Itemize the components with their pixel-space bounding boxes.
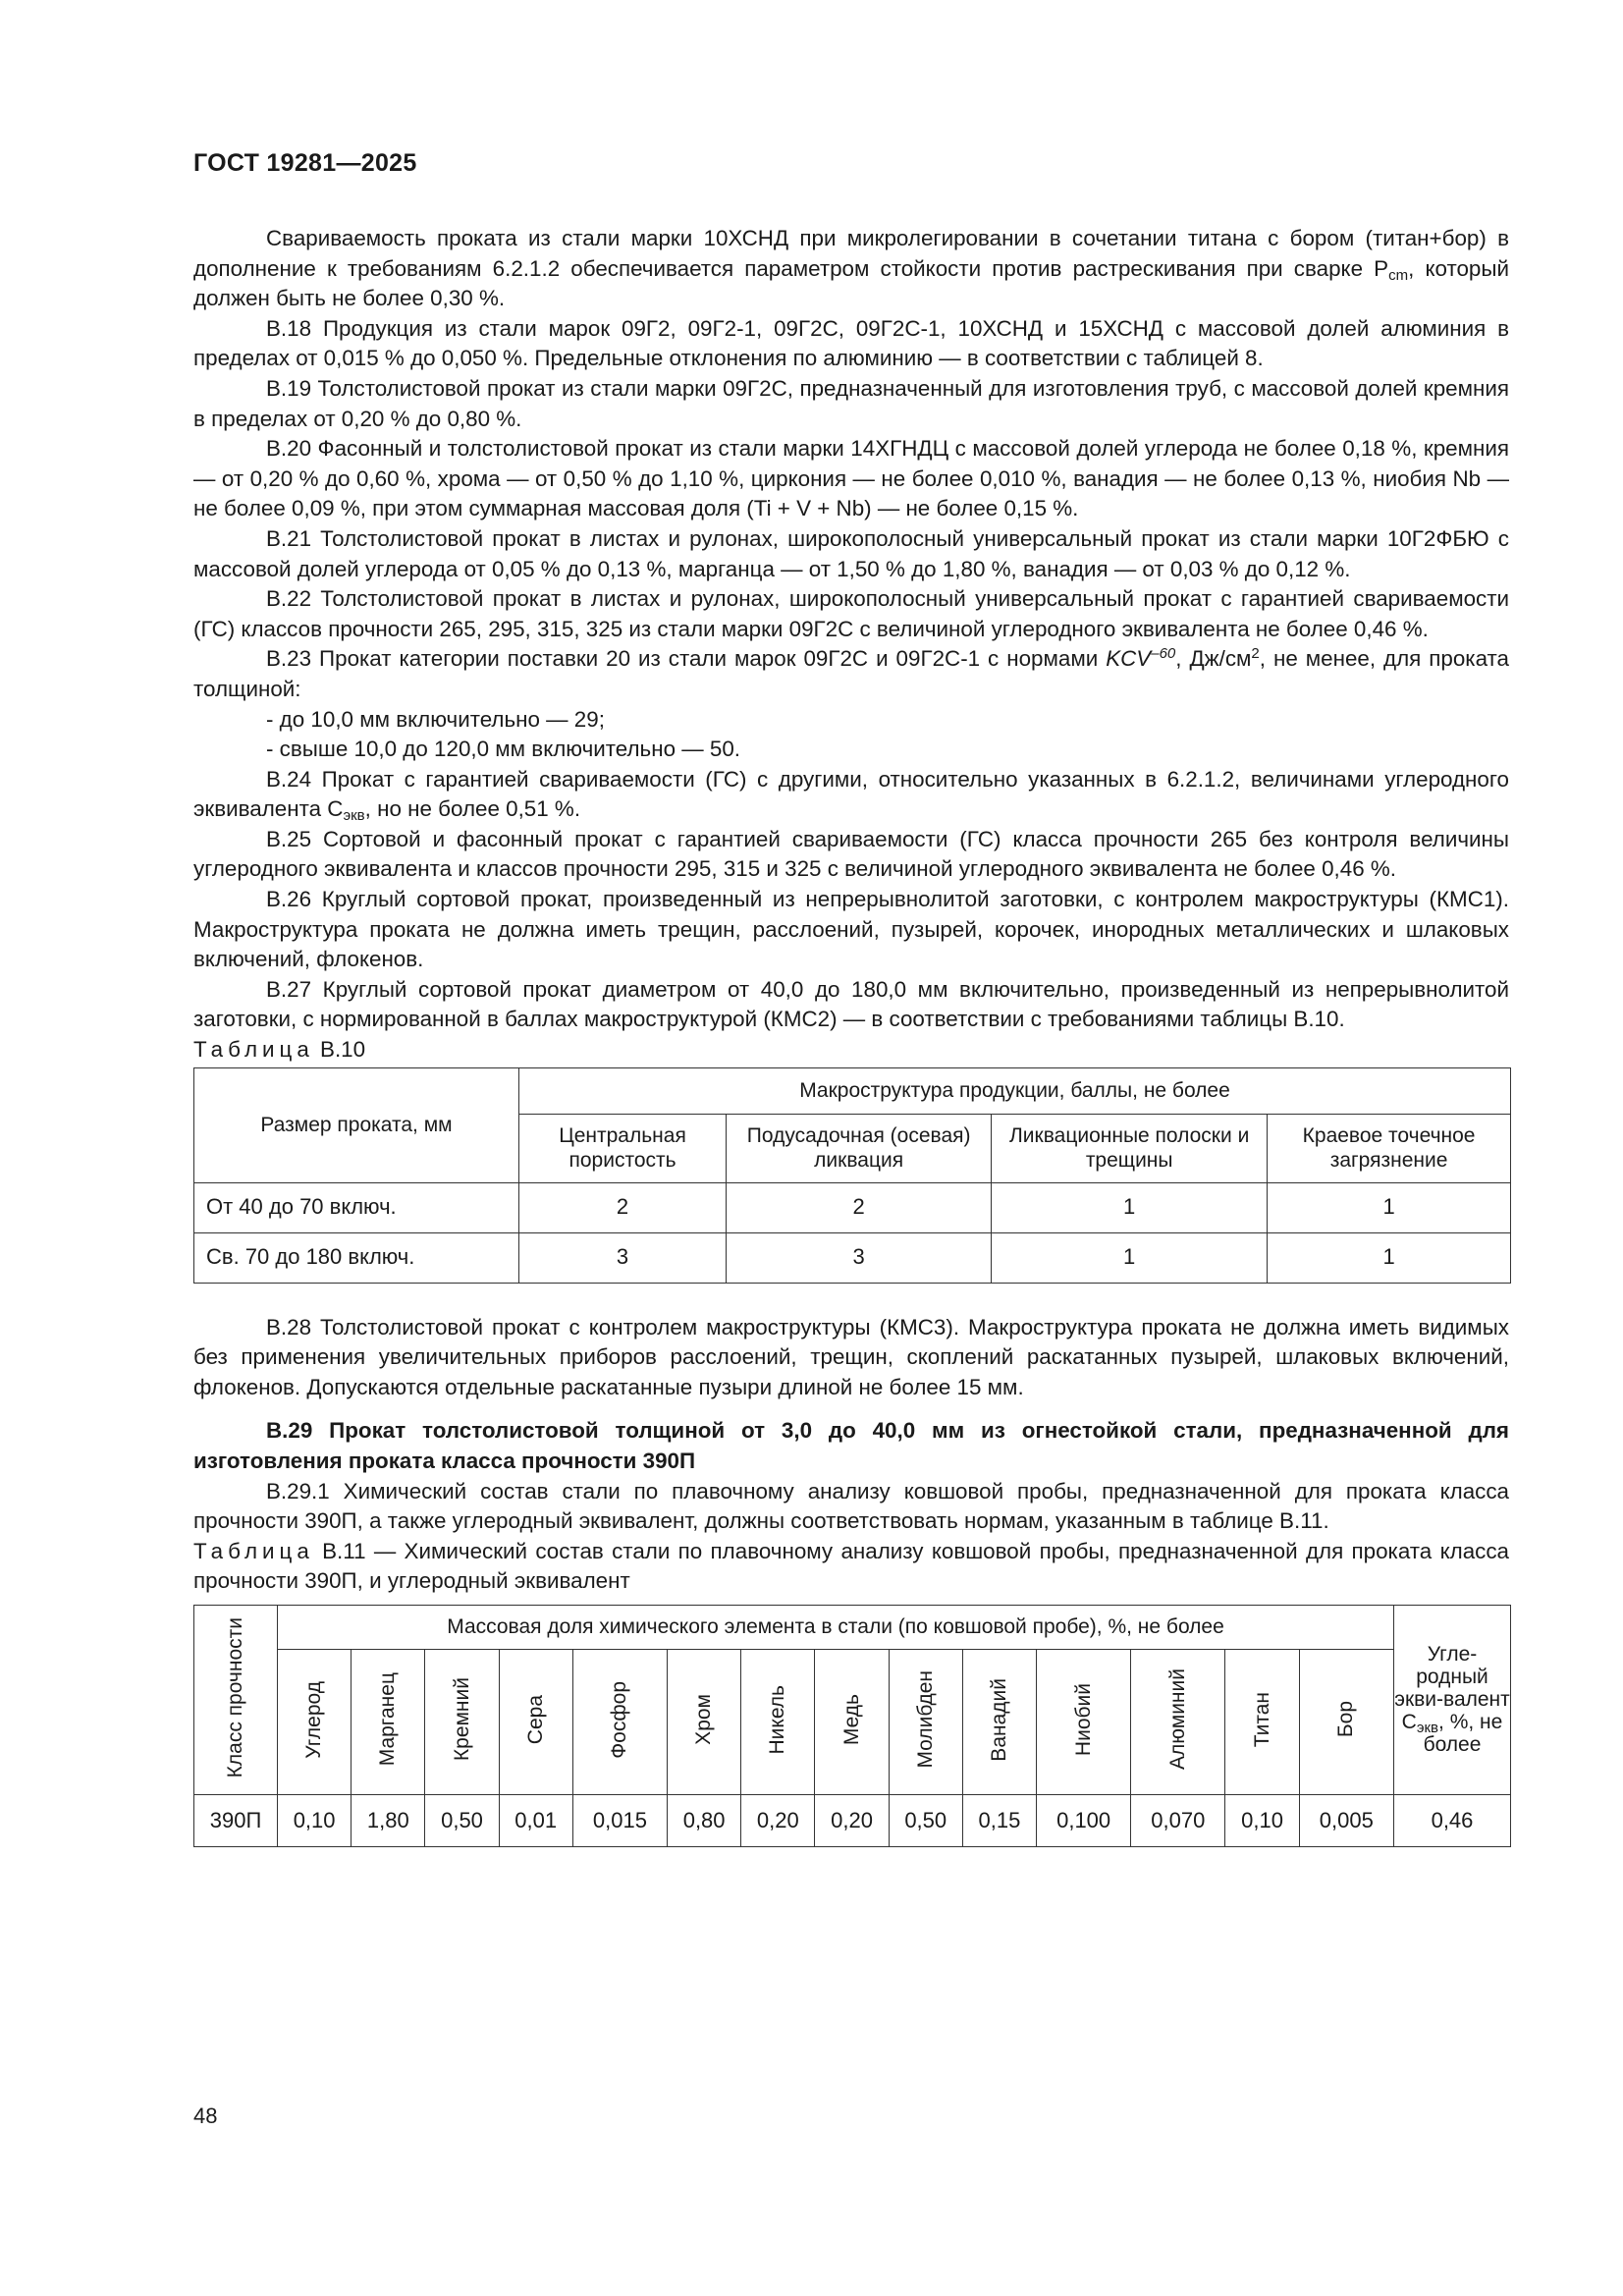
table-header-element: Ванадий xyxy=(962,1649,1036,1794)
paragraph-b20: В.20 Фасонный и толстолистовой прокат из стали марки 14ХГНДЦ с массовой долей углерода не более 0,18 %, кремния — от 0,20 % до 0,60 %, хрома — от 0,50 % до 1,10 %, циркония — не более 0,010 %, ванадия — не более 0,13 %, ниобия Nb — не более 0,09 %, при этом суммарная массовая доля (Ti + V + Nb) — не более 0,15 %. xyxy=(193,436,1509,521)
paragraph-weldability: Свариваемость проката из стали марки 10ХСНД при микролегировании в сочетании титана с бором (титан+бор) в дополнение к требованиям 6.2.1.2 обеспечивается параметром стойкости против растрескивания при сварке $P_{cm}$, который должен быть не более 0,30 %. xyxy=(193,226,1509,311)
paragraph-b26: В.26 Круглый сортовой прокат, произведенный из непрерывнолитой заготовки, с контролем макроструктуры (КМС1). Макроструктура проката не должна иметь трещин, расслоений, пузырей, корочек, инородных металлических и шлаковых включений, флокенов. xyxy=(193,887,1509,972)
table-cell: 0,20 xyxy=(815,1794,889,1846)
table-cell: 0,46 xyxy=(1394,1794,1511,1846)
table-header: Подусадочная (осевая) ликвация xyxy=(727,1114,992,1182)
table-row xyxy=(194,1182,1511,1232)
table-cell: 0,50 xyxy=(889,1794,962,1846)
table-cell: 0,50 xyxy=(425,1794,499,1846)
table-cell: 0,100 xyxy=(1037,1794,1131,1846)
table-cell: 0,80 xyxy=(668,1794,741,1846)
table-header-group: Массовая доля химического элемента в стали (по ковшовой пробе), %, не более xyxy=(278,1605,1394,1649)
table-cell: 0,10 xyxy=(1225,1794,1299,1846)
table-header-element: Медь xyxy=(815,1649,889,1794)
table-cell: 3 xyxy=(727,1232,992,1283)
table-header-element: Молибден xyxy=(889,1649,962,1794)
paragraph-b29-1: В.29.1 Химический состав стали по плавочному анализу ковшовой пробы, предназначенной для проката класса прочности 390П, а также углеродный эквивалент, должны соответствовать нормам, указанным в таблице В.11. xyxy=(193,1478,1509,1534)
table-header-class: Класс прочности xyxy=(194,1605,278,1794)
table-row xyxy=(194,1232,1511,1283)
table-header-element: Алюминий xyxy=(1131,1649,1225,1794)
table-cell: 0,070 xyxy=(1131,1794,1225,1846)
table-header-element: Ниобий xyxy=(1037,1649,1131,1794)
table-cell: Св. 70 до 180 включ. xyxy=(194,1232,519,1283)
paragraph-b19: В.19 Толстолистовой прокат из стали марки 09Г2С, предназначенный для изготовления труб, с массовой долей кремния в пределах от 0,20 % до 0,80 %. xyxy=(193,375,1509,431)
table-cell: 1 xyxy=(1268,1232,1511,1283)
paragraph-b28: В.28 Толстолистовой прокат с контролем макроструктуры (КМС3). Макроструктура проката не должна иметь видимых без применения увеличительных приборов расслоений, трещин, скоплений раскатанных пузырей, шлаковых включений, флокенов. Допускаются отдельные раскатанные пузыри длиной не более 15 мм. xyxy=(193,1314,1509,1399)
table-header-element: Фосфор xyxy=(572,1649,667,1794)
body-text xyxy=(193,224,1509,1847)
list-item: - до 10,0 мм включительно — 29; xyxy=(266,706,605,732)
paragraph-b18: В.18 Продукция из стали марок 09Г2, 09Г2-1, 09Г2С, 09Г2С-1, 10ХСНД и 15ХСНД с массовой долей алюминия в пределах от 0,015 % до 0,050 %. Предельные отклонения по алюминию — в соответствии с таблицей 8. xyxy=(193,315,1509,371)
table-header: Краевое точечное загрязнение xyxy=(1268,1114,1511,1182)
table-header-ceq: Угле-родный экви-валент $С_{экв}$, %, не более xyxy=(1394,1605,1511,1794)
paragraph-b22: В.22 Толстолистовой прокат в листах и рулонах, широкополосный универсальный прокат с гарантией свариваемости (ГС) классов прочности 265, 295, 315, 325 из стали марки 09Г2С с величиной углеродного эквивалента не более 0,46 %. xyxy=(193,586,1509,641)
table-header-element: Углерод xyxy=(278,1649,352,1794)
table-cell: 1 xyxy=(992,1232,1268,1283)
table-header-element: Титан xyxy=(1225,1649,1299,1794)
table-cell: 0,015 xyxy=(572,1794,667,1846)
document-code: ГОСТ 19281—2025 xyxy=(193,149,417,177)
table-row xyxy=(194,1794,1511,1846)
table-cell: 2 xyxy=(519,1182,727,1232)
table-header: Центральная пористость xyxy=(519,1114,727,1182)
section-heading-b29: В.29 Прокат толстолистовой толщиной от 3,0 до 40,0 мм из огнестойкой стали, предназначенной для изготовления проката класса прочности 390П xyxy=(193,1418,1509,1473)
table-header-size: Размер проката, мм xyxy=(194,1067,519,1182)
table-header-element: Бор xyxy=(1299,1649,1393,1794)
list-item: - свыше 10,0 до 120,0 мм включительно — 50. xyxy=(266,737,740,762)
table-cell: 0,15 xyxy=(962,1794,1036,1846)
table-header-element: Хром xyxy=(668,1649,741,1794)
table-cell: 3 xyxy=(519,1232,727,1283)
paragraph-b23: В.23 Прокат категории поставки 20 из стали марок 09Г2С и 09Г2С-1 с нормами $KCV^{-60}$, $Дж/см^2$, не менее, для проката толщиной: xyxy=(193,645,1509,701)
table-cell: 0,10 xyxy=(278,1794,352,1846)
table-cell: 1 xyxy=(992,1182,1268,1232)
paragraph-b25: В.25 Сортовой и фасонный прокат с гарантией свариваемости (ГС) класса прочности 265 без контроля величины углеродного эквивалента и классов прочности 295, 315 и 325 с величиной углеродного эквивалента не более 0,46 %. xyxy=(193,826,1509,882)
page-number: 48 xyxy=(193,2104,218,2128)
table-cell: 0,01 xyxy=(499,1794,572,1846)
table-cell: 0,20 xyxy=(741,1794,815,1846)
table-header-element: Сера xyxy=(499,1649,572,1794)
table-caption-b10: Таблица В.10 xyxy=(193,1037,366,1063)
table-cell: 390П xyxy=(194,1794,278,1846)
table-b10 xyxy=(193,1067,1511,1284)
table-cell: 0,005 xyxy=(1299,1794,1393,1846)
table-cell: 2 xyxy=(727,1182,992,1232)
paragraph-b24: В.24 Прокат с гарантией свариваемости (ГС) с другими, относительно указанных в 6.2.1.2, величинами углеродного эквивалента $С_{экв}$, но не более 0,51 %. xyxy=(193,766,1509,825)
table-b11 xyxy=(193,1605,1511,1847)
table-cell: От 40 до 70 включ. xyxy=(194,1182,519,1232)
table-header-element: Никель xyxy=(741,1649,815,1794)
paragraph-b21: В.21 Толстолистовой прокат в листах и рулонах, широкополосный универсальный прокат из стали марки 10Г2ФБЮ с массовой долей углерода от 0,05 % до 0,13 %, марганца — от 1,50 % до 1,80 %, ванадия — от 0,03 % до 0,12 %. xyxy=(193,525,1509,581)
table-header: Ликвационные полоски и трещины xyxy=(992,1114,1268,1182)
paragraph-b27: В.27 Круглый сортовой прокат диаметром от 40,0 до 180,0 мм включительно, произведенный из непрерывнолитой заготовки, с нормированной в баллах макроструктурой (КМС2) — в соответствии с требованиями таблицы В.10. xyxy=(193,976,1509,1032)
table-header-group: Макроструктура продукции, баллы, не более xyxy=(519,1067,1511,1114)
table-header-element: Кремний xyxy=(425,1649,499,1794)
table-cell: 1,80 xyxy=(352,1794,425,1846)
table-header-element: Марганец xyxy=(352,1649,425,1794)
table-caption-b11: Таблица В.11 — Химический состав стали по плавочному анализу ковшовой пробы, предназначенной для проката класса прочности 390П, и углеродный эквивалент xyxy=(193,1538,1509,1594)
table-cell: 1 xyxy=(1268,1182,1511,1232)
